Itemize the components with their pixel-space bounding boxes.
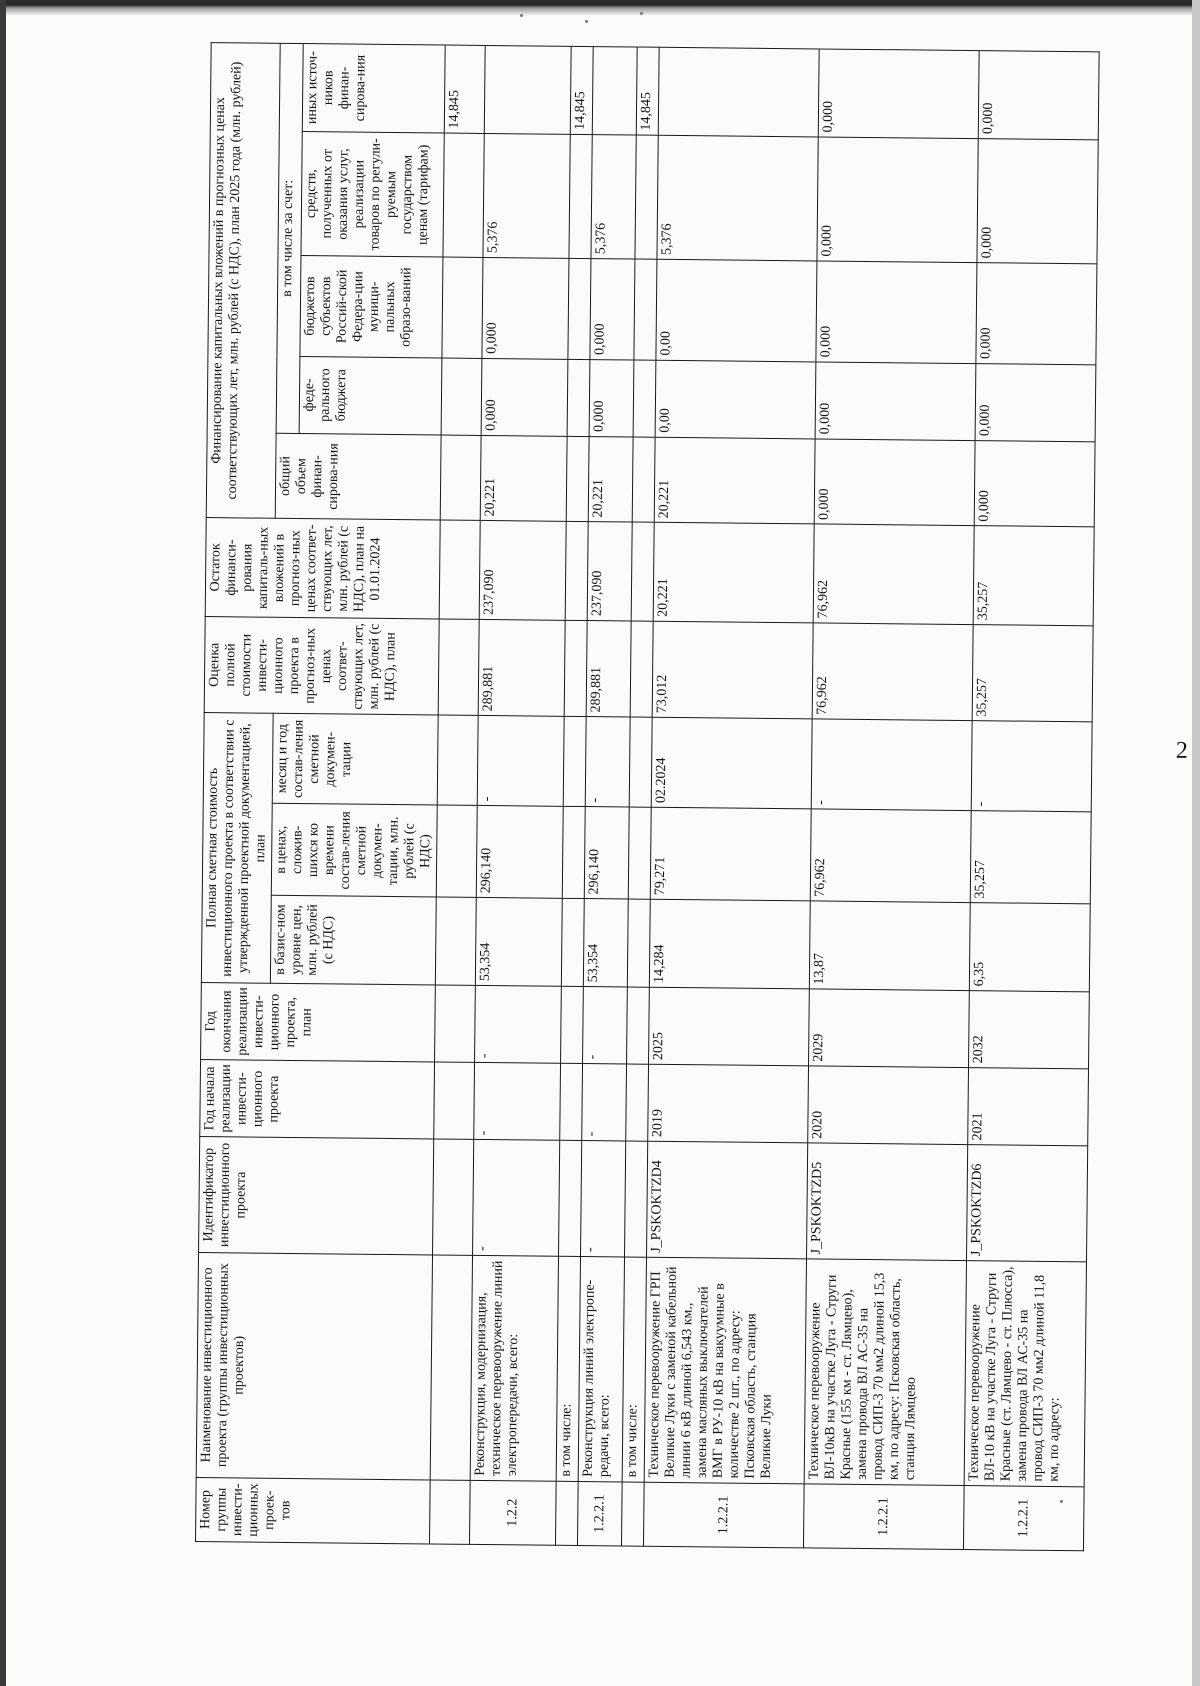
- cell-id: [625, 1141, 648, 1257]
- cell-fin-tariff: [443, 133, 484, 258]
- cell-fin-tariff: 5,376: [591, 134, 636, 259]
- scan-edge-top: [0, 0, 1200, 16]
- cell-fin-other: [658, 47, 819, 137]
- cell-est-current: 35,257: [970, 811, 1091, 904]
- cell-est-current: 296,140: [584, 807, 629, 900]
- cell-num: [621, 1482, 644, 1546]
- header-number: Номер группы инвести-ционных проек-тов: [196, 1477, 431, 1544]
- cell-fin-tariff: 0,000: [817, 137, 978, 263]
- table-row: [469, 45, 571, 1545]
- cell-start: -: [474, 1063, 561, 1141]
- cell-fin-regional: 0,000: [976, 263, 1097, 365]
- cell-remaining: [439, 520, 480, 619]
- header-end-year: Год окончания реализации инвести-ционного проекта, план: [201, 983, 436, 1063]
- header-row-1: [196, 43, 281, 1543]
- header-id: Идентификатор инвестиционного проекта: [199, 1137, 434, 1255]
- cell-name: [430, 1255, 472, 1480]
- cell-name: Техническое перевооружение ГРП Великие Луки с заменой кабельной линии 6 кВ длиной 6,543 км., замена масляных выключателей ВМГ в РУ-10 кВ на вакуумные в количестве 2 шт., по адресу: Псковская область, станция Великие Луки: [644, 1257, 806, 1484]
- investment-table: [195, 42, 1100, 1551]
- cell-end: 2029: [809, 989, 970, 1068]
- cell-fin-other: 14,845: [444, 45, 485, 133]
- cell-est-current: 296,140: [476, 806, 563, 899]
- cell-end: 2032: [969, 991, 1090, 1069]
- cell-est-base: [435, 897, 476, 985]
- cell-est-base: 53,354: [475, 898, 562, 987]
- cell-remaining: 237,090: [587, 522, 632, 621]
- cell-fin-regional: [634, 259, 657, 360]
- cell-fin-other: 14,845: [570, 46, 593, 134]
- cell-fin-tariff: 5,376: [483, 133, 570, 258]
- cell-remaining: 20,221: [653, 523, 814, 623]
- cell-remaining: 35,257: [973, 526, 1094, 626]
- cell-est-date: -: [811, 719, 972, 811]
- cell-full-cost: [564, 620, 587, 717]
- cell-fin-tariff: 5,376: [657, 135, 818, 261]
- cell-id: J_PSKOKTZD4: [647, 1142, 808, 1259]
- cell-est-current: 79,271: [650, 808, 811, 902]
- cell-fin-tariff: 0,000: [977, 139, 1098, 264]
- cell-fin-federal: 0,000: [481, 358, 568, 436]
- cell-remaining: 76,962: [813, 524, 974, 624]
- cell-num: 1.2.2.1: [577, 1481, 622, 1546]
- cell-fin-federal: [567, 359, 590, 436]
- cell-num: [429, 1480, 470, 1545]
- table-row: [963, 51, 1099, 1551]
- cell-fin-total: 20,221: [654, 437, 815, 524]
- cell-est-date: [437, 715, 478, 805]
- scan-speck: [520, 14, 523, 17]
- cell-est-base: [561, 899, 584, 987]
- cell-end: [561, 986, 584, 1063]
- cell-est-base: 6,35: [969, 903, 1090, 992]
- cell-full-cost: 289,881: [586, 621, 631, 718]
- cell-full-cost: [438, 619, 479, 716]
- cell-fin-total: [632, 437, 655, 523]
- rotated-page: [195, 42, 1200, 1553]
- cell-name: в том числе:: [622, 1257, 646, 1482]
- cell-full-cost: 289,881: [478, 619, 565, 716]
- cell-end: -: [475, 986, 562, 1064]
- cell-fin-regional: [568, 258, 591, 359]
- cell-remaining: 237,090: [479, 521, 566, 620]
- cell-name: Техническое перевооружение ВЛ-10 кВ на участке Луга - Струги Красные (ст. Лямцево - ст. Плюсса), замена провода ВЛ АС-35 на провод СИП-3 70 мм2 длиной 11,8 км, по адресу:: [964, 1260, 1086, 1486]
- header-financing-group: Финансирование капитальных вложений в прогнозных ценах соответствующих лет, млн. рублей (с НДС), план 2025 года (млн. рублей): [206, 43, 280, 519]
- cell-id: J_PSKOKTZD6: [966, 1145, 1087, 1262]
- cell-fin-regional: [442, 257, 483, 358]
- cell-fin-total: 20,221: [480, 435, 567, 522]
- cell-fin-tariff: [569, 134, 592, 258]
- cell-id: J_PSKOKTZD5: [806, 1143, 967, 1260]
- cell-est-base: [627, 899, 650, 987]
- cell-start: 2021: [968, 1068, 1089, 1146]
- cell-fin-regional: 0,000: [482, 258, 569, 360]
- cell-fin-other: 0,000: [978, 51, 1099, 140]
- header-remaining: Остаток финанси-рования капиталь-ных вложений в прогноз-ных ценах соответ-ствующих лет, млн. рублей (с НДС), план на 01.01.2024: [205, 518, 440, 619]
- cell-est-base: 13,87: [809, 901, 970, 990]
- cell-end: [627, 987, 650, 1064]
- cell-est-date: -: [585, 717, 630, 807]
- header-fin-other: иных источ-ников финан-сирова-ния: [302, 44, 445, 133]
- cell-name: в том числе:: [556, 1256, 580, 1481]
- cell-full-cost: 73,012: [652, 621, 813, 719]
- cell-name: Техническое перевооружение ВЛ-10кВ на участке Луга - Струги Красные (155 км - ст. Лямцево), замена провода ВЛ АС-35 на провод СИП-3 70 мм2 длиной 15,3 км, по адресу: Псковская область, станция Лямцево: [804, 1259, 966, 1486]
- cell-fin-total: 20,221: [588, 436, 633, 522]
- header-fin-tariff: средств, полученных от оказания услуг, реализации товаров по регули-руемым государством ценам (тарифам): [300, 131, 444, 257]
- cell-num: 1.2.2: [469, 1480, 556, 1545]
- cell-id: [559, 1141, 582, 1257]
- header-est-date: месяц и год состав-ления сметной докумен-тации: [272, 714, 438, 806]
- cell-num: 1.2.2.1: [643, 1482, 804, 1548]
- cell-start: [560, 1064, 583, 1141]
- cell-end: [435, 985, 476, 1062]
- header-est-base: в базис-ном уровне цен, млн. рублей (с НДС): [270, 896, 436, 986]
- cell-fin-total: [440, 435, 481, 521]
- header-fin-federal: феде-рального бюджета: [299, 356, 442, 435]
- header-full-cost: Оценка полной стоимости инвести-ционного проекта в прогноз-ных ценах соответ-ствующих лет, млн. рублей (с НДС), план: [204, 617, 439, 716]
- cell-fin-other: [484, 45, 571, 134]
- cell-est-date: 02.2024: [651, 718, 812, 810]
- cell-start: [434, 1062, 475, 1139]
- cell-fin-federal: 0,000: [975, 363, 1096, 441]
- cell-id: -: [473, 1140, 560, 1257]
- cell-fin-federal: 0,00: [655, 360, 816, 439]
- cell-full-cost: 76,962: [812, 623, 973, 721]
- cell-num: 1.2.2.1: [963, 1485, 1084, 1550]
- cell-num: [555, 1481, 578, 1545]
- cell-end: -: [583, 987, 628, 1065]
- cell-end: 2025: [649, 987, 810, 1066]
- cell-start: 2019: [648, 1064, 809, 1143]
- header-fin-including: в том числе за счет:: [276, 43, 303, 433]
- cell-id: [433, 1139, 474, 1255]
- table-row: [643, 47, 819, 1548]
- cell-fin-regional: 0,000: [816, 261, 977, 363]
- cell-start: 2020: [808, 1066, 969, 1145]
- header-estimate-group: Полная сметная стоимость инвестиционного проекта в соответствии с утвержденной проектной документацией, план: [201, 713, 273, 984]
- cell-est-date: [563, 717, 586, 807]
- scan-edge-left: [0, 0, 6, 1686]
- scan-speck: [640, 12, 643, 15]
- cell-full-cost: [630, 621, 653, 718]
- cell-est-current: [628, 807, 651, 899]
- cell-remaining: [631, 522, 654, 621]
- cell-fin-total: [566, 436, 589, 522]
- header-name: Наименование инвестиционного проекта (группы инвестиционных проектов): [196, 1252, 432, 1479]
- cell-id: -: [581, 1141, 626, 1257]
- cell-fin-regional: 0,000: [590, 259, 635, 360]
- cell-fin-tariff: [635, 135, 658, 259]
- table-row: [803, 49, 979, 1550]
- cell-est-current: [436, 805, 477, 897]
- cell-fin-other: [592, 47, 637, 135]
- header-fin-regional: бюджетов субъектов Россий-ской Федера-ции муници-пальных образо-ваний: [299, 256, 443, 358]
- cell-full-cost: 35,257: [972, 625, 1093, 723]
- page-number: 2: [1175, 737, 1188, 764]
- table-body: [429, 45, 1099, 1551]
- cell-est-base: 14,284: [649, 900, 810, 989]
- cell-est-date: [629, 717, 652, 807]
- cell-start: [626, 1064, 649, 1141]
- cell-fin-federal: 0,000: [589, 359, 634, 437]
- cell-name: Реконструкция, модернизация, техническое перевооружение линий электропередачи, всего:: [470, 1255, 558, 1481]
- cell-remaining: [565, 522, 588, 621]
- header-fin-total: общий объем финан-сирова-ния: [275, 433, 441, 520]
- cell-est-date: -: [971, 721, 1092, 812]
- cell-fin-regional: 0,00: [656, 259, 817, 361]
- cell-fin-other: 0,000: [818, 49, 979, 139]
- cell-fin-federal: [633, 360, 656, 437]
- cell-est-current: 76,962: [810, 809, 971, 903]
- cell-num: 1.2.2.1: [803, 1484, 964, 1550]
- header-est-current: в ценах, сложив-шихся ко времени состав-ления сметной докумен-тации, млн. рублей (с НДС): [271, 804, 437, 898]
- cell-fin-total: 0,000: [974, 440, 1095, 527]
- cell-est-base: 53,354: [583, 899, 628, 987]
- cell-name: Реконструкция линий электропе-редачи, всего:: [578, 1256, 624, 1481]
- cell-fin-total: 0,000: [814, 439, 975, 526]
- cell-fin-federal: 0,000: [815, 362, 976, 441]
- cell-fin-federal: [441, 358, 482, 435]
- cell-est-current: [562, 807, 585, 899]
- cell-fin-other: 14,845: [636, 47, 659, 135]
- cell-est-date: -: [477, 716, 564, 807]
- cell-start: -: [582, 1064, 627, 1142]
- scan-speck: [585, 20, 588, 23]
- header-start-year: Год начала реализации инвести-ционного проекта: [200, 1060, 435, 1140]
